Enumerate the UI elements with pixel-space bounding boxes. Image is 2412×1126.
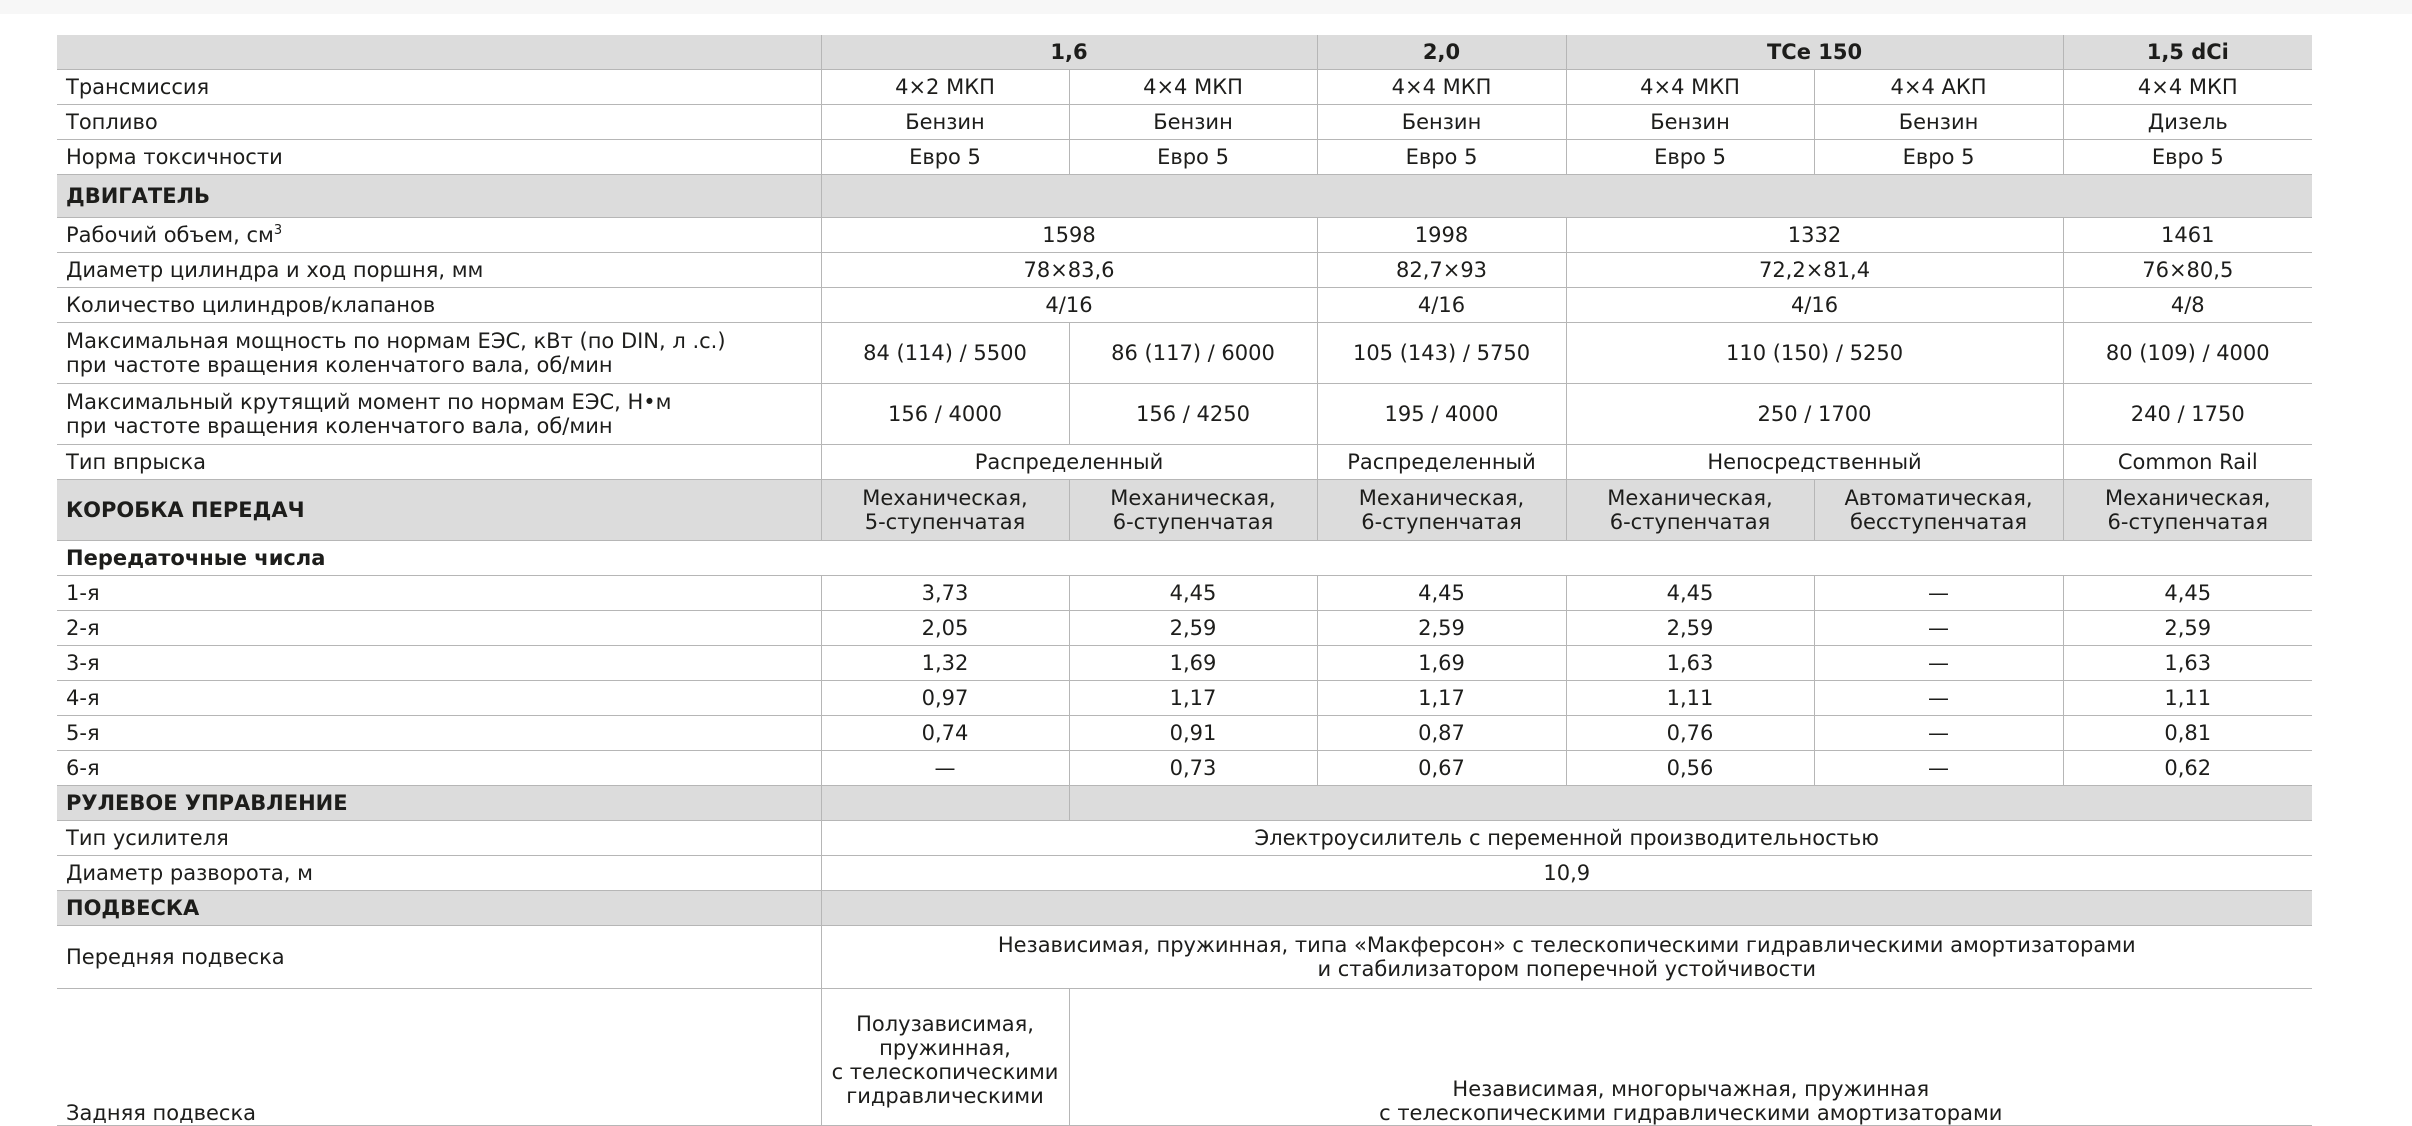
cell-line: Автоматическая,	[1844, 486, 2033, 510]
table-cell	[1069, 989, 2312, 1126]
section-row-engine	[57, 175, 2312, 218]
table-cell: 2,59	[1069, 611, 1317, 646]
table-cell: 4,45	[1566, 576, 1814, 611]
table-row	[57, 70, 2312, 105]
table-cell: —	[1814, 681, 2063, 716]
table-cell: 0,74	[821, 716, 1069, 751]
table-cell: Евро 5	[1814, 140, 2063, 175]
row-label	[57, 384, 821, 445]
table-cell: 86 (117) / 6000	[1069, 323, 1317, 384]
table-cell: 4,45	[1317, 576, 1566, 611]
table-cell: 2,59	[2063, 611, 2312, 646]
table-cell: 4/16	[1317, 288, 1566, 323]
superscript: 3	[273, 223, 283, 238]
cell-line: Независимая, пружинная, типа «Макферсон» с телескопическими гидравлическими амортизаторами	[997, 933, 2136, 957]
table-cell: 0,67	[1317, 751, 1566, 786]
table-cell: Распределенный	[821, 445, 1317, 480]
section-title: ПОДВЕСКА	[57, 891, 821, 926]
row-label: 4-я	[57, 681, 821, 716]
cell-line: Механическая,	[1358, 486, 1525, 510]
table-cell: 4×4 МКП	[2063, 70, 2312, 105]
row-label: Тип впрыска	[57, 445, 821, 480]
table-cell	[1814, 480, 2063, 541]
row-label: Диаметр цилиндра и ход поршня, мм	[57, 253, 821, 288]
table-cell: 82,7×93	[1317, 253, 1566, 288]
row-label: Трансмиссия	[57, 70, 821, 105]
table-cell: 3,73	[821, 576, 1069, 611]
table-cell: 1,69	[1317, 646, 1566, 681]
table-cell: 1,17	[1069, 681, 1317, 716]
row-label: Тип усилителя	[57, 821, 821, 856]
table-cell: —	[1814, 576, 2063, 611]
cell-line: Механическая,	[1110, 486, 1276, 510]
cell-line: Механическая,	[2105, 486, 2271, 510]
table-cell: Common Rail	[2063, 445, 2312, 480]
specifications-table	[57, 35, 2312, 1126]
table-cell: —	[1814, 716, 2063, 751]
table-cell: —	[1814, 751, 2063, 786]
cell-line: и стабилизатором поперечной устойчивости	[1317, 957, 1817, 981]
row-label-line: Максимальная мощность по нормам ЕЭС, кВт (по DIN, л .с.)	[66, 329, 726, 353]
row-label: 3-я	[57, 646, 821, 681]
section-row-suspension	[57, 891, 2312, 926]
row-label-line: при частоте вращения коленчатого вала, об/мин	[66, 414, 613, 438]
cell-line: пружинная,	[879, 1036, 1011, 1060]
cell-line: Механическая,	[1607, 486, 1773, 510]
table-row	[57, 140, 2312, 175]
table-cell: 0,87	[1317, 716, 1566, 751]
table-cell: 4×4 МКП	[1069, 70, 1317, 105]
table-cell: 4/8	[2063, 288, 2312, 323]
table-cell: 72,2×81,4	[1566, 253, 2063, 288]
table-cell: 1,11	[2063, 681, 2312, 716]
table-row	[57, 253, 2312, 288]
table-row	[57, 681, 2312, 716]
table-cell: 156 / 4000	[821, 384, 1069, 445]
table-row	[57, 576, 2312, 611]
table-cell: 240 / 1750	[2063, 384, 2312, 445]
table-cell: 4×4 МКП	[1317, 70, 1566, 105]
section-title: КОРОБКА ПЕРЕДАЧ	[57, 480, 821, 541]
table-cell: 0,56	[1566, 751, 1814, 786]
cell-line: с телескопическими гидравлическими амортизаторами	[1379, 1101, 2003, 1125]
table-cell: 4/16	[821, 288, 1317, 323]
table-cell: 1332	[1566, 218, 2063, 253]
table-cell	[821, 989, 1069, 1126]
table-cell: Бензин	[1069, 105, 1317, 140]
row-label-text: Рабочий объем, см	[66, 223, 274, 247]
table-row	[57, 323, 2312, 384]
row-label: Диаметр разворота, м	[57, 856, 821, 891]
table-cell	[2063, 480, 2312, 541]
table-cell: 4×4 АКП	[1814, 70, 2063, 105]
cell-line: 5-ступенчатая	[864, 510, 1026, 534]
row-label: 2-я	[57, 611, 821, 646]
table-cell: 78×83,6	[821, 253, 1317, 288]
table-cell: 1,63	[1566, 646, 1814, 681]
row-label	[57, 218, 821, 253]
table-row	[57, 821, 2312, 856]
section-fill	[1069, 786, 2312, 821]
table-cell: 4,45	[1069, 576, 1317, 611]
cell-line: гидравлическими	[846, 1084, 1044, 1108]
table-row	[57, 445, 2312, 480]
table-cell: 195 / 4000	[1317, 384, 1566, 445]
table-cell	[1566, 480, 1814, 541]
table-cell: 1461	[2063, 218, 2312, 253]
cell-line: Полузависимая,	[856, 1012, 1034, 1036]
cell-line: Независимая, многорычажная, пружинная	[1452, 1077, 1930, 1101]
table-cell: Бензин	[1317, 105, 1566, 140]
table-cell: Евро 5	[2063, 140, 2312, 175]
table-cell: —	[1814, 611, 2063, 646]
table-row	[57, 646, 2312, 681]
table-cell: Бензин	[821, 105, 1069, 140]
row-label: Топливо	[57, 105, 821, 140]
section-title: ДВИГАТЕЛЬ	[57, 175, 821, 218]
table-cell: 250 / 1700	[1566, 384, 2063, 445]
section-fill	[821, 786, 1069, 821]
table-cell: 0,91	[1069, 716, 1317, 751]
table-cell: 4,45	[2063, 576, 2312, 611]
table-cell: Евро 5	[821, 140, 1069, 175]
table-cell: 105 (143) / 5750	[1317, 323, 1566, 384]
table-cell: 80 (109) / 4000	[2063, 323, 2312, 384]
table-cell: Евро 5	[1566, 140, 1814, 175]
row-label-line: Максимальный крутящий момент по нормам ЕЭС, Н•м	[66, 390, 672, 414]
row-label-line: при частоте вращения коленчатого вала, об/мин	[66, 353, 613, 377]
table-cell: 4×2 МКП	[821, 70, 1069, 105]
table-cell: Дизель	[2063, 105, 2312, 140]
section-fill	[821, 175, 2312, 218]
table-row	[57, 611, 2312, 646]
section-fill	[821, 891, 2312, 926]
section-row-steering	[57, 786, 2312, 821]
table-row	[57, 989, 2312, 1126]
table-cell: Евро 5	[1069, 140, 1317, 175]
table-cell: Бензин	[1814, 105, 2063, 140]
table-cell: 110 (150) / 5250	[1566, 323, 2063, 384]
section-title: РУЛЕВОЕ УПРАВЛЕНИЕ	[57, 786, 821, 821]
table-cell	[1317, 480, 1566, 541]
engine-tce150-header: TCe 150	[1566, 35, 2063, 70]
row-label: 5-я	[57, 716, 821, 751]
table-cell: 1,32	[821, 646, 1069, 681]
subsection-row-ratios	[57, 541, 2312, 576]
table-cell: 76×80,5	[2063, 253, 2312, 288]
table-cell: 1,17	[1317, 681, 1566, 716]
table-cell: 1,63	[2063, 646, 2312, 681]
table-cell: Непосредственный	[1566, 445, 2063, 480]
table-row	[57, 384, 2312, 445]
table-cell: —	[821, 751, 1069, 786]
cell-line: Механическая,	[862, 486, 1028, 510]
table-cell: 0,62	[2063, 751, 2312, 786]
row-label	[57, 323, 821, 384]
cell-line: 6-ступенчатая	[2107, 510, 2269, 534]
table-cell: 10,9	[821, 856, 2312, 891]
table-cell	[1069, 480, 1317, 541]
row-label: 6-я	[57, 751, 821, 786]
table-cell: 2,59	[1317, 611, 1566, 646]
cell-line: 6-ступенчатая	[1361, 510, 1522, 534]
table-cell: 0,73	[1069, 751, 1317, 786]
table-cell: Электроусилитель с переменной производительностью	[821, 821, 2312, 856]
engine-1-5dci-header: 1,5 dCi	[2063, 35, 2312, 70]
table-row	[57, 218, 2312, 253]
engine-2-0-header: 2,0	[1317, 35, 1566, 70]
table-cell: 0,97	[821, 681, 1069, 716]
table-cell: 1,69	[1069, 646, 1317, 681]
table-cell: 156 / 4250	[1069, 384, 1317, 445]
table-cell: —	[1814, 646, 2063, 681]
table-cell: Евро 5	[1317, 140, 1566, 175]
table-row	[57, 105, 2312, 140]
table-row	[57, 716, 2312, 751]
section-row-gearbox	[57, 480, 2312, 541]
table-cell: 1,11	[1566, 681, 1814, 716]
engine-1-6-header: 1,6	[821, 35, 1317, 70]
row-label: Норма токсичности	[57, 140, 821, 175]
row-label: 1-я	[57, 576, 821, 611]
row-label: Передняя подвеска	[57, 926, 821, 989]
table-cell: 4/16	[1566, 288, 2063, 323]
row-label: Задняя подвеска	[57, 989, 821, 1126]
table-cell: 4×4 МКП	[1566, 70, 1814, 105]
table-cell: 2,59	[1566, 611, 1814, 646]
table-row	[57, 288, 2312, 323]
cell-line: с телескопическими	[831, 1060, 1059, 1084]
table-cell: Бензин	[1566, 105, 1814, 140]
table-row	[57, 926, 2312, 989]
table-row	[57, 856, 2312, 891]
cell-line: 6-ступенчатая	[1609, 510, 1771, 534]
cell-line: 6-ступенчатая	[1112, 510, 1274, 534]
table-header-row	[57, 35, 2312, 70]
table-cell	[821, 926, 2312, 989]
table-cell: 84 (114) / 5500	[821, 323, 1069, 384]
table-cell	[821, 480, 1069, 541]
table-cell: 2,05	[821, 611, 1069, 646]
cell-line: бесступенчатая	[1850, 510, 2028, 534]
top-band	[0, 0, 2412, 14]
header-empty-cell	[57, 35, 821, 70]
table-cell: 0,81	[2063, 716, 2312, 751]
table-cell: 1998	[1317, 218, 1566, 253]
table-row	[57, 751, 2312, 786]
table-cell: 0,76	[1566, 716, 1814, 751]
table-cell: 1598	[821, 218, 1317, 253]
row-label: Количество цилиндров/клапанов	[57, 288, 821, 323]
subsection-title: Передаточные числа	[57, 541, 2312, 576]
table-cell: Распределенный	[1317, 445, 1566, 480]
